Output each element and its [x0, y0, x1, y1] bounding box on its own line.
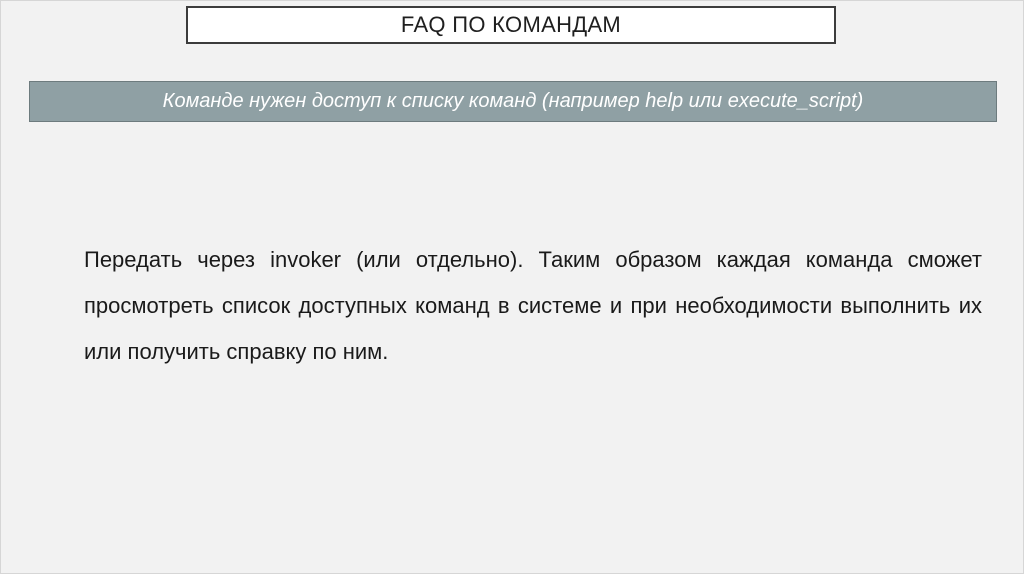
- answer-text: Передать через invoker (или отдельно). Таким образом каждая команда сможет просмотреть список доступных команд в системе и при необходимости выполнить их или получить справку по ним.: [84, 247, 982, 364]
- question-banner: Команде нужен доступ к списку команд (например help или execute_script): [29, 81, 997, 122]
- slide-title: FAQ ПО КОМАНДАМ: [186, 6, 836, 44]
